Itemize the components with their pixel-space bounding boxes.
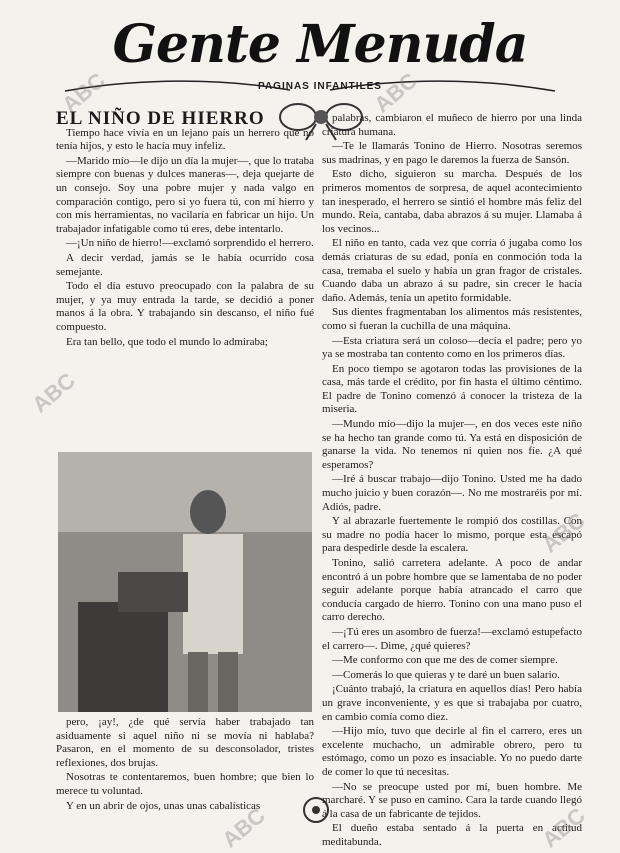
article-title: EL NIÑO DE HIERRO [56, 108, 265, 129]
article-paragraph: El dueño estaba sentado á la puerta en actitud meditabunda. [322, 822, 582, 848]
article-column-left [56, 108, 314, 350]
article-paragraph: —Mundo mío—dijo la mujer—, en dos veces este niño se ha hecho tan grande como tú. Ya está en disposición de ganarse la vida. No tenemos ni quien nos fíe. ¿A qué esperamos? [322, 418, 582, 471]
article-paragraph: A decir verdad, jamás se le había ocurrido cosa semejante. [56, 251, 314, 278]
article-paragraph: —Marido mío—le dijo un día la mujer—, que lo trataba siempre con buenas y dulces maneras—, deja quejarte de un consejo. Soy una pobre mujer y nada valgo en comparación contigo, pero si yo fuera tú, con mi hierro y con mis herramientas, no vacilaría en fabricar un hijo. Un trabajador infatigable como tú eres, debe intentarlo. [56, 154, 314, 235]
article-paragraph: —Comerás lo que quieras y te daré un buen salario. [332, 668, 560, 681]
article-paragraph: Sus dientes fragmentaban los alimentos más resistentes, como si fueran la cuchilla de una máquina. [322, 306, 582, 332]
article-paragraph: ¡Cuánto trabajó, la criatura en aquellos días! Pero había un grave inconveniente, y es que si trabajaba por cuatro, en cambio comía como diez. [322, 683, 582, 723]
article-paragraph: pero, ¡ay!, ¿de qué servía haber trabajado tan asiduamente si aquel niño ni se movía ni hablaba? Pasaron, en el momento de su desconsolador, tristes reflexiones, dos brujas. [56, 716, 314, 769]
watermark-stamp: ABC [369, 67, 422, 118]
article-column-right [322, 112, 582, 850]
article-paragraph: —Me conformo con que me des de comer siempre. [332, 654, 558, 667]
article-paragraph: Todo el día estuvo preocupado con la palabra de su mujer, y ya muy entrada la tarde, se decidió a poner manos á la obra. Y trabajando sin descanso, el niño fué compuesto. [56, 280, 314, 333]
article-paragraph: —No se preocupe usted por mí, buen hombre. Me marcharé. Y se puso en camino. Cara la tarde cuando llegó á la casa de un fabricante de tejidos. [322, 780, 582, 820]
article-paragraph: En poco tiempo se agotaron todas las provisiones de la casa, más tarde el crédito, por fin hasta el último céntimo. El padre de Tonino comenzó á conocer la tristeza de la miseria. [322, 362, 582, 416]
article-paragraph: Tiempo hace vivía en un lejano país un herrero que no tenía hijos, y esto le hacía muy infeliz. [56, 126, 314, 153]
article-paragraph: Tonino, salió carretera adelante. A poco de andar encontró á un pobre hombre que se lamentaba de no poder seguir adelante porque había atrancado el carro que conducía cargado de hierro. Tonino con una mano puso el carro derecho. [322, 557, 582, 624]
article-paragraph: El niño en tanto, cada vez que corría ó jugaba como los demás criaturas de su edad, ponía en conmoción toda la casa, tremaba el suelo y había un gran fragor de cristales. Cuando daba un abrazo á su padre, sin crecer le hacía daño. Además, tenía un apetito formidable. [322, 237, 582, 304]
article-photo [58, 452, 312, 712]
watermark-stamp: ABC [57, 67, 110, 118]
article-paragraph: —Hijo mío, tuvo que decirle al fin el carrero, eres un excelente muchacho, un admirable obrero, pero tu estómago, como un pozo es insaciable. Yo no puedo darte de comer lo que tú necesitas. [322, 725, 582, 778]
watermark-stamp: ABC [537, 802, 590, 853]
article-paragraph: —¡Un niño de hierro!—exclamó sorprendido el herrero. [66, 237, 314, 250]
article-paragraph: —Te le llamarás Tonino de Hierro. Nosotras seremos sus madrinas, y en pago le daremos la fuerza de Sansón. [322, 140, 582, 166]
bottom-ornament-icon [296, 790, 336, 830]
watermark-stamp: ABC [27, 367, 80, 418]
article-paragraph: —¡Tú eres un asombro de fuerza!—exclamó estupefacto el carrero—. Dime, ¿qué quieres? [322, 625, 582, 652]
article-paragraph: Era tan bello, que todo el mundo lo admiraba; [66, 335, 268, 348]
article-paragraph: —Iré á buscar trabajo—dijo Tonino. Usted me ha dado mucho juicio y buen corazón—. No me mostraréis por mí. Adiós, padre. [322, 473, 582, 513]
article-paragraph: Y al abrazarle fuertemente le rompió dos costillas. Con su madre no podía hacer lo mismo, porque esta escapó para despedirle desde la escalera. [322, 515, 582, 555]
article-column-left-continued [56, 716, 314, 814]
article-paragraph: Nosotras te contentaremos, buen hombre; que bien lo merece tu voluntad. [56, 771, 314, 797]
article-paragraph: Esto dicho, siguieron su marcha. Después de los primeros momentos de sorpresa, de aquel acontecimiento tan inesperado, el herrero se sintió el hombre más feliz del mundo. Reía, cantaba, daba abrazos á su mujer. Llamaba á los vecinos... [322, 168, 582, 235]
watermark-stamp: ABC [537, 507, 590, 558]
watermark-stamp: ABC [217, 802, 270, 853]
masthead-subtitle: PAGINAS INFANTILES [258, 81, 382, 92]
article-paragraph: palabras, cambiaron el muñeco de hierro por una linda criatura humana. [322, 112, 582, 138]
photo-illustration [58, 452, 312, 712]
article-paragraph: —Esta criatura será un coloso—decía el padre; pero yo ya se mostraba tan contento como en los primeros días. [322, 334, 582, 361]
masthead-title: Gente Menuda [112, 14, 528, 75]
article-paragraph: Y en un abrir de ojos, unas unas cabalísticas [66, 799, 261, 812]
